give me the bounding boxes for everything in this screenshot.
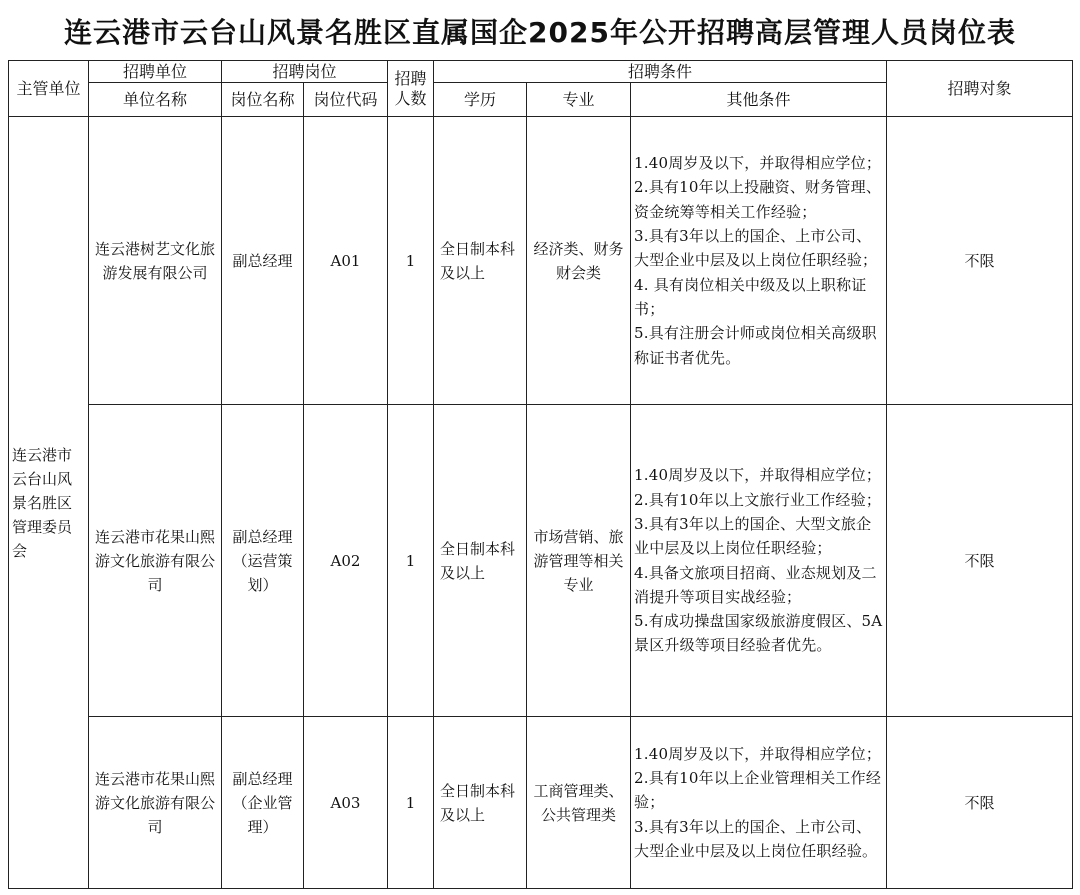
unit-cell: 连云港树艺文化旅游发展有限公司 [89,117,222,405]
header-education: 学历 [434,83,527,117]
header-position-name: 岗位名称 [222,83,304,117]
conditions-cell [631,717,887,889]
education-cell: 全日制本科及以上 [434,717,527,889]
positions-table [8,60,1073,889]
target-cell: 不限 [887,405,1073,717]
condition-item: 3.具有3年以上的国企、大型文旅企业中层及以上岗位任职经验； [634,514,872,558]
education-cell: 全日制本科及以上 [434,117,527,405]
condition-item: 5.具有注册会计师或岗位相关高级职称证书者优先。 [634,324,877,367]
condition-item: 5.有成功操盘国家级旅游度假区、5A景区升级等项目经验者优先。 [634,612,883,655]
position-cell: 副总经理 [222,117,304,405]
condition-item: 1.40周岁及以下，并取得相应学位； [634,744,882,763]
major-cell: 市场营销、旅游管理等相关专业 [527,405,631,717]
header-unit-group: 招聘单位 [89,61,222,83]
unit-cell: 连云港市花果山熙游文化旅游有限公司 [89,717,222,889]
header-supervisor: 主管单位 [9,61,89,117]
code-cell: A03 [304,717,388,889]
unit-cell: 连云港市花果山熙游文化旅游有限公司 [89,405,222,717]
count-cell: 1 [388,717,434,889]
condition-item: 3.具有3年以上的国企、上市公司、大型企业中层及以上岗位任职经验； [634,227,878,270]
condition-item: 2.具有10年以上文旅行业工作经验； [634,490,882,509]
table-row [9,717,1073,889]
header-position-code: 岗位代码 [304,83,388,117]
condition-item: 1.40周岁及以下，并取得相应学位； [634,154,882,173]
header-row-1 [9,61,1073,83]
condition-item: 1.40周岁及以下，并取得相应学位； [634,466,882,485]
header-position-group: 招聘岗位 [222,61,388,83]
header-headcount: 招聘人数 [388,61,434,117]
header-conditions-group: 招聘条件 [434,61,887,83]
count-cell: 1 [388,117,434,405]
condition-item: 4. 具有岗位相关中级及以上职称证书； [634,275,867,318]
major-cell: 工商管理类、公共管理类 [527,717,631,889]
header-major: 专业 [527,83,631,117]
major-cell: 经济类、财务财会类 [527,117,631,405]
code-cell: A01 [304,117,388,405]
condition-item: 2.具有10年以上投融资、财务管理、资金统筹等相关工作经验； [634,178,882,221]
page-title: 连云港市云台山风景名胜区直属国企2025年公开招聘高层管理人员岗位表 [64,16,1016,49]
condition-item: 2.具有10年以上企业管理相关工作经验； [634,769,882,812]
header-unit-name: 单位名称 [89,83,222,117]
conditions-cell [631,117,887,405]
education-cell: 全日制本科及以上 [434,405,527,717]
condition-item: 4.具备文旅项目招商、业态规划及二消提升等项目实战经验； [634,563,877,606]
target-cell: 不限 [887,717,1073,889]
target-cell: 不限 [887,117,1073,405]
header-target: 招聘对象 [887,61,1073,117]
condition-item: 3.具有3年以上的国企、上市公司、大型企业中层及以上岗位任职经验。 [634,817,878,860]
count-cell: 1 [388,405,434,717]
table-row [9,117,1073,405]
supervisor-cell: 连云港市云台山风景名胜区管理委员会 [9,117,89,889]
table-row [9,405,1073,717]
position-cell: 副总经理（运营策划） [222,405,304,717]
code-cell: A02 [304,405,388,717]
header-other-conditions: 其他条件 [631,83,887,117]
position-cell: 副总经理（企业管理） [222,717,304,889]
conditions-cell [631,405,887,717]
